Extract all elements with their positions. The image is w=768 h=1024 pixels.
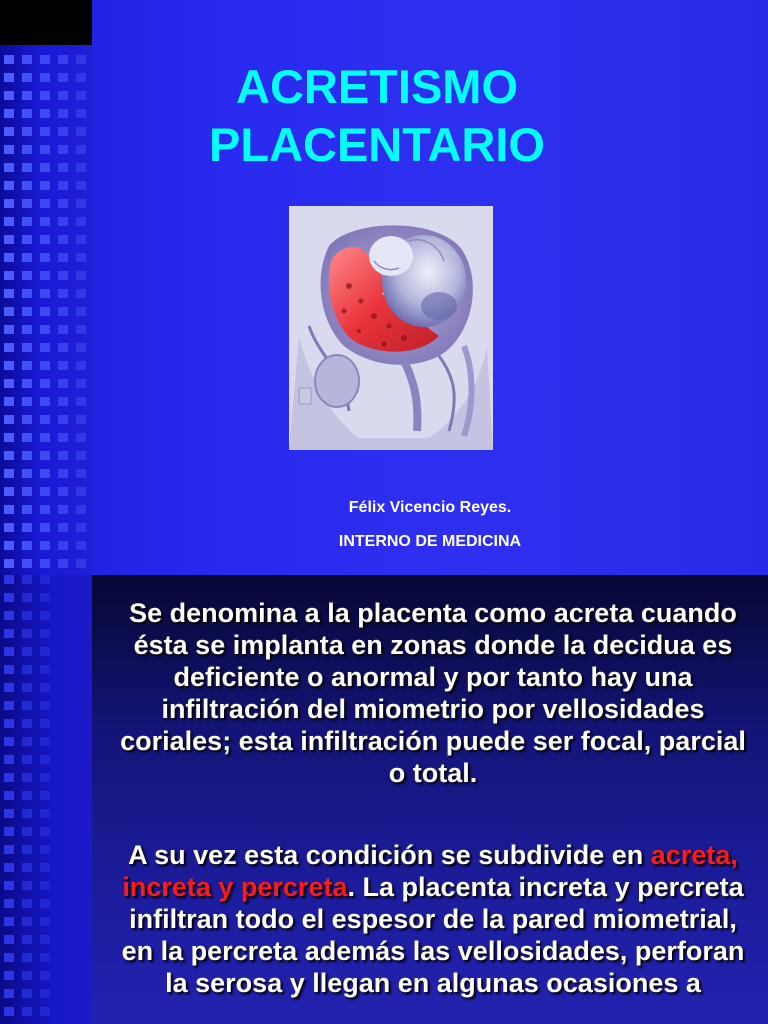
decorative-squares (76, 55, 86, 575)
classification-highlight: acreta, increta y percreta (122, 840, 738, 902)
classification-paragraph (118, 839, 748, 999)
slide-title (92, 58, 662, 174)
author-name: Félix Vicencio Reyes. (348, 499, 512, 516)
side-panel-top (0, 0, 92, 45)
title-line-2: PLACENTARIO (209, 118, 545, 171)
decorative-squares (4, 575, 14, 1024)
author-role: INTERNO DE MEDICINA (338, 533, 522, 550)
decorative-squares (40, 55, 50, 575)
decorative-squares (58, 55, 68, 575)
placenta-illustration (289, 206, 493, 450)
decorative-squares (4, 55, 14, 575)
classification-rest: . La placenta increta y percreta infiltran todo el espesor de la pared miometrial, en la percreta además las vellosidades, perforan la serosa y llegan en algunas ocasiones a (121, 872, 745, 998)
decorative-squares (22, 575, 32, 1024)
definition-paragraph: Se denomina a la placenta como acreta cuando ésta se implanta en zonas donde la decidua es deficiente o anormal y por tanto hay una infiltración del miometrio por vellosidades coriales; esta infiltración puede ser focal, parcial o total. (120, 598, 746, 788)
decorative-squares (40, 575, 50, 1024)
content-slide (0, 575, 768, 1024)
decorative-squares (22, 55, 32, 575)
classification-intro: A su vez esta condición se subdivide en (128, 840, 651, 870)
title-line-1: ACRETISMO (236, 60, 518, 113)
